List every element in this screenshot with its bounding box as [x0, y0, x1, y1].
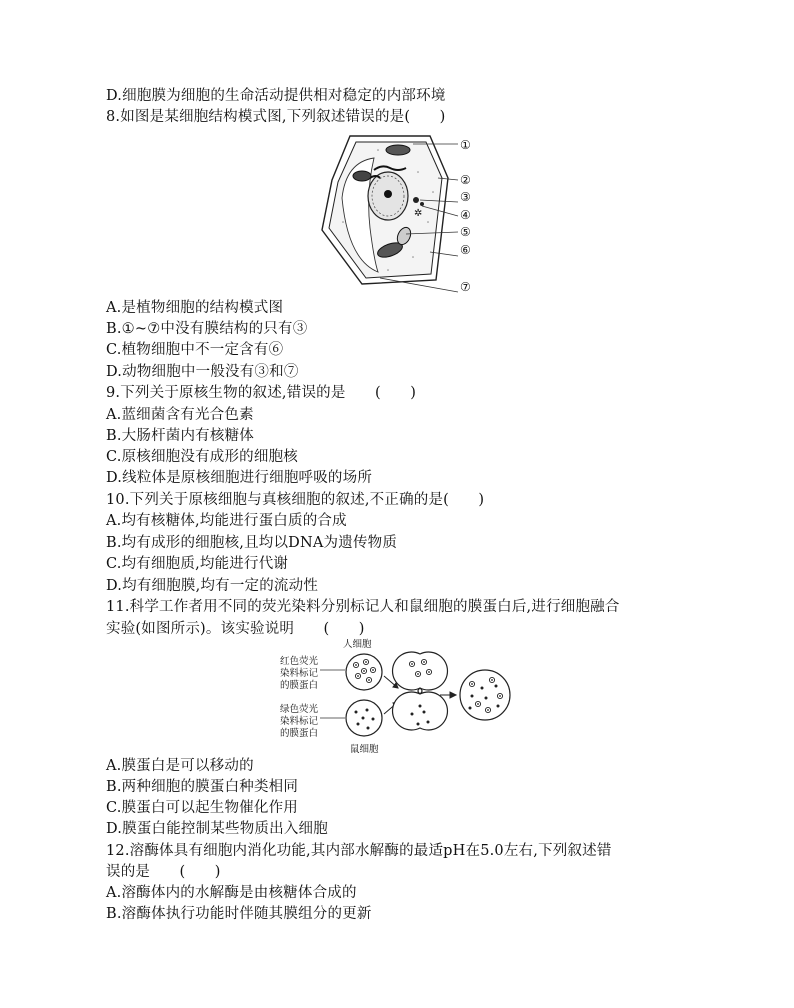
q12-option-a: A.溶酶体内的水解酶是由核糖体合成的 [106, 885, 357, 901]
svg-text:✲: ✲ [414, 208, 423, 219]
label-7: ⑦ [460, 280, 471, 294]
q12-stem-line2: 误的是 ( ) [106, 864, 221, 880]
green-fluorescent-label [280, 704, 318, 740]
label-1: ① [460, 138, 471, 152]
q10-option-d: D.均有细胞膜,均有一定的流动性 [106, 578, 319, 594]
q8-stem: 8.如图是某细胞结构模式图,下列叙述错误的是( ) [106, 109, 446, 125]
label-5: ⑤ [460, 225, 471, 239]
q9-option-b: B.大肠杆菌内有核糖体 [106, 428, 254, 444]
green-label-line1: 绿色荧光 [280, 704, 319, 715]
q11-stem-line2: 实验(如图所示)。该实验说明 ( ) [106, 621, 365, 637]
q11-option-c: C.膜蛋白可以起生物催化作用 [106, 800, 298, 816]
mouse-cell-label: 鼠细胞 [350, 744, 379, 755]
q11-stem-line1: 11.科学工作者用不同的荧光染料分别标记人和鼠细胞的膜蛋白后,进行细胞融合 [106, 599, 620, 615]
q9-option-c: C.原核细胞没有成形的细胞核 [106, 449, 298, 465]
q9-option-d: D.线粒体是原核细胞进行细胞呼吸的场所 [106, 470, 373, 486]
q10-option-b: B.均有成形的细胞核,且均以DNA为遗传物质 [106, 535, 398, 551]
label-2: ② [460, 172, 471, 187]
q8-option-b: B.①~⑦中没有膜结构的只有③ [106, 321, 308, 337]
q10-stem: 10.下列关于原核细胞与真核细胞的叙述,不正确的是( ) [106, 492, 485, 508]
q8-option-c: C.植物细胞中不一定含有⑥ [106, 342, 284, 358]
q12-stem-line1: 12.溶酶体具有细胞内消化功能,其内部水解酶的最适pH在5.0左右,下列叙述错 [106, 843, 612, 859]
q10-option-c: C.均有细胞质,均能进行代谢 [106, 556, 289, 572]
plant-cell-labels [460, 137, 471, 297]
q8-option-d: D.动物细胞中一般没有③和⑦ [106, 364, 299, 380]
red-label-line2: 染料标记 [280, 668, 319, 679]
q9-option-a: A.蓝细菌含有光合色素 [106, 407, 254, 423]
green-label-line2: 染料标记 [280, 716, 319, 727]
q10-option-a: A.均有核糖体,均能进行蛋白质的合成 [106, 513, 347, 529]
label-6: ⑥ [460, 242, 471, 257]
green-label-line3: 的膜蛋白 [280, 728, 319, 739]
red-label-line3: 的膜蛋白 [280, 680, 319, 691]
red-label-line1: 红色荧光 [280, 656, 319, 667]
human-cell-label: 人细胞 [343, 639, 372, 650]
q11-option-d: D.膜蛋白能控制某些物质出入细胞 [106, 821, 328, 837]
q8-option-a: A.是植物细胞的结构模式图 [106, 300, 284, 316]
q11-option-b: B.两种细胞的膜蛋白种类相同 [106, 779, 299, 795]
q11-option-a: A.膜蛋白是可以移动的 [106, 758, 254, 774]
q7-option-d: D.细胞膜为细胞的生命活动提供相对稳定的内部环境 [106, 88, 446, 104]
q9-stem: 9.下列关于原核生物的叙述,错误的是 ( ) [106, 385, 417, 401]
label-4: ④ [460, 207, 471, 222]
red-fluorescent-label [280, 656, 318, 692]
label-3: ③ [460, 190, 471, 204]
q12-option-b: B.溶酶体执行功能时伴随其膜组分的更新 [106, 906, 372, 922]
